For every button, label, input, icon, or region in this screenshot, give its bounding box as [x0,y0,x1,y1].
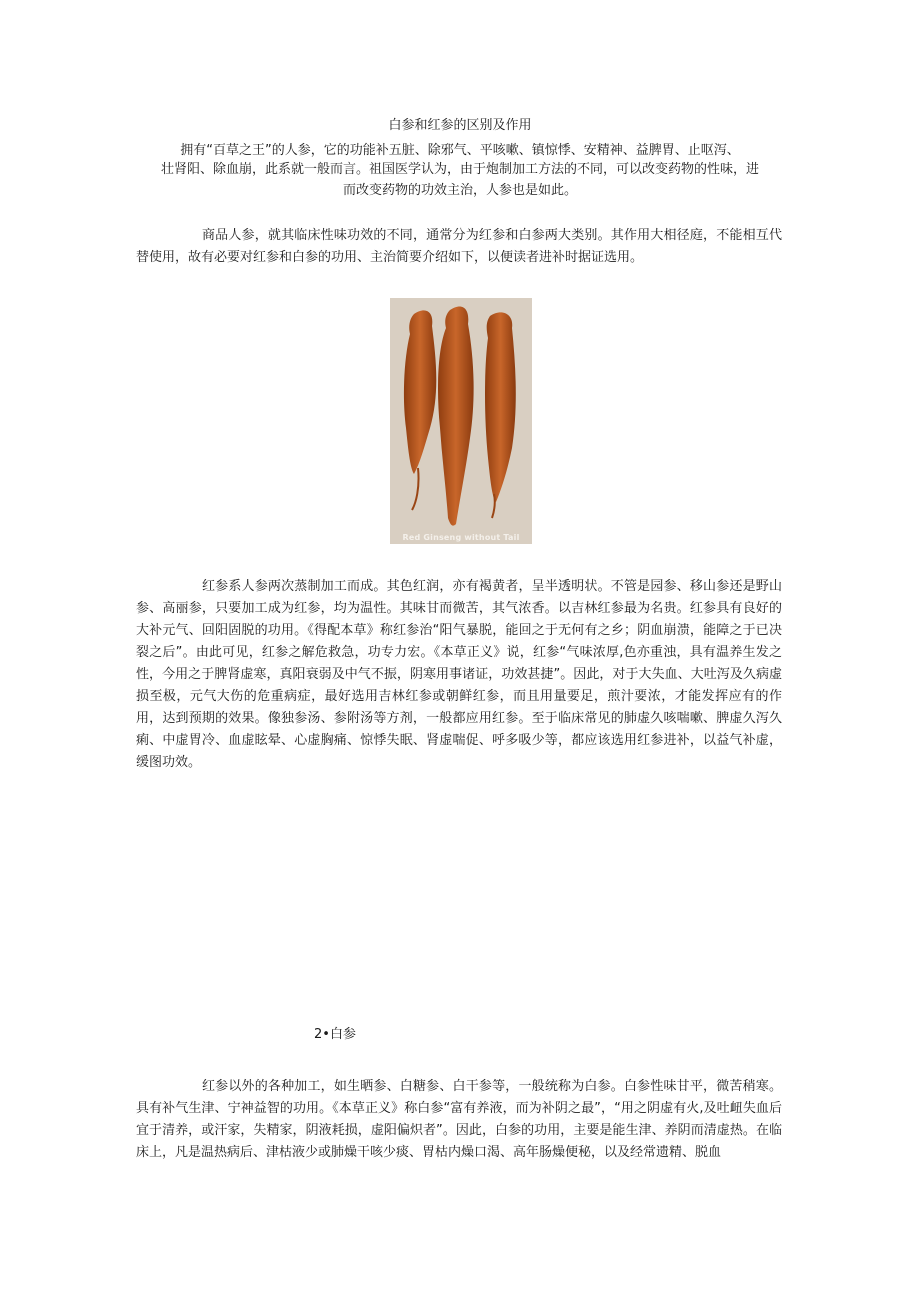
red-ginseng-illustration [390,298,532,544]
ginseng-photo [390,298,532,544]
paragraph-white-ginseng: 红参以外的各种加工，如生晒参、白糖参、白干参等，一般统称为白参。白参性味甘平，微苦稍寒。具有补气生津、宁神益智的功用。《本草正义》称白参“富有养液，而为补阴之最”，“用之阴虚有火,及吐衄失血后宜于清养，或汗家，失精家，阴液耗损，虚阳偏炽者”。因此，白参的功用，主要是能生津、养阴而清虚热。在临床上，凡是温热病后、津枯液少或肺燥干咳少痰、胃枯内燥口渴、高年肠燥便秘，以及经常遗精、脱血 [136,1079,782,1160]
paragraph-classification: 商品人参，就其临床性味功效的不同，通常分为红参和白参两大类别。其作用大相径庭，不能相互代替使用，故有必要对红参和白参的功用、主治简要介绍如下，以便读者进补时据证选用。 [136,228,782,265]
paragraph-red-ginseng: 红参系人参两次蒸制加工而成。其色红润，亦有褐黄者，呈半透明状。不管是园参、移山参还是野山参、高丽参，只要加工成为红参，均为温性。其味甘而微苦，其气浓香。以吉林红参最为名贵。红参具有良好的大补元气、回阳固脱的功用。《得配本草》称红参治“阳气暴脱，能回之于无何有之乡；阴血崩溃，能障之于已决裂之后”。由此可见，红参之解危救急，功专力宏。《本草正义》说，红参“气味浓厚,色亦重浊，具有温养生发之性，今用之于脾肾虚寒，真阳衰弱及中气不振，阴寒用事诸证，功效甚捷”。因此，对于大失血、大吐泻及久病虚损至极，元气大伤的危重病症，最好选用吉林红参或朝鲜红参，而且用量要足，煎汁要浓，才能发挥应有的作用，达到预期的效果。像独参汤、参附汤等方剂，一般都应用红参。至于临床常见的肺虚久咳喘嗽、脾虚久泻久痢、中虚胃冷、血虚眩晕、心虚胸痛、惊悸失眠、肾虚喘促、呼多吸少等，都应该选用红参进补，以益气补虚，缓图功效。 [136,579,782,770]
intro-line-2: 壮肾阳、除血崩，此系就一般而言。祖国医学认为，由于炮制加工方法的不同，可以改变药物的性味，进 [160,162,759,177]
article-title: 白参和红参的区别及作用 [388,118,532,133]
intro-line-1: 拥有“百草之王”的人参，它的功能补五脏、除邪气、平咳嗽、镇惊悸、安精神、益脾胃、止呕泻、 [180,143,740,158]
intro-line-3: 而改变药物的功效主治，人参也是如此。 [342,183,577,198]
photo-caption: Red Ginseng without Tail [402,533,520,542]
section-heading-white-ginseng: 2•白参 [314,1027,356,1042]
